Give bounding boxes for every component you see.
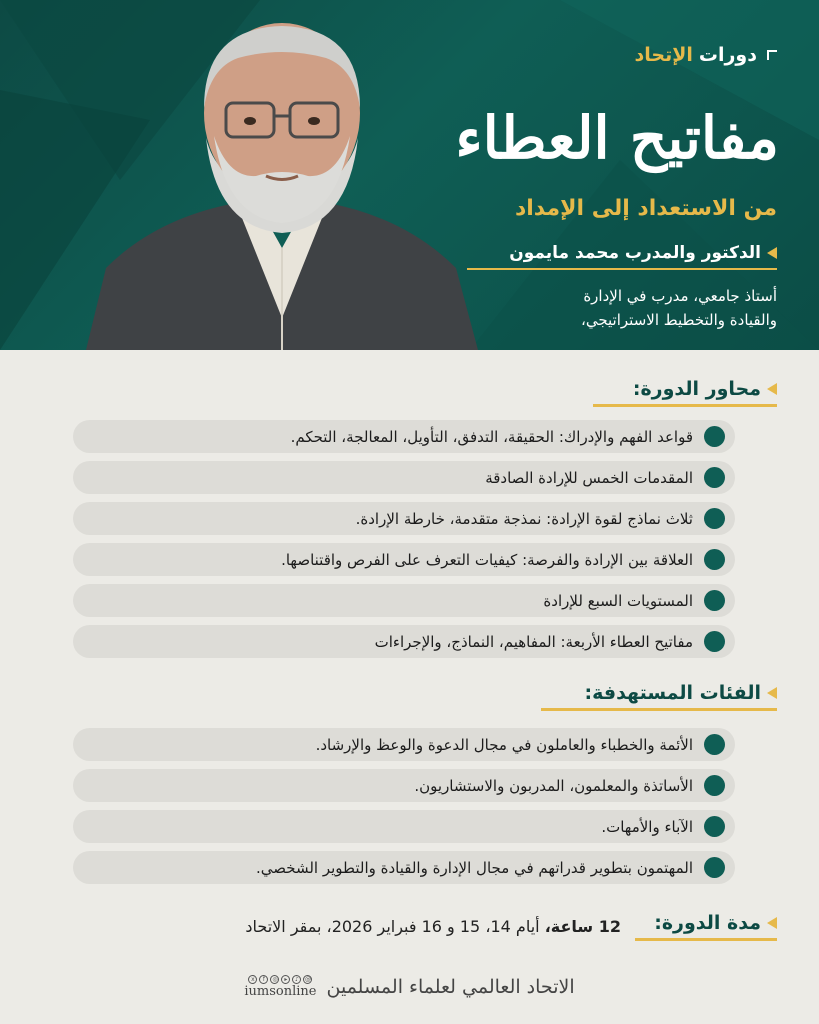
duration-heading [635,912,777,941]
bullet-dot-icon [704,734,725,755]
instagram-icon[interactable]: ◎ [272,976,278,983]
list-item [73,420,735,453]
course-title: مفاتيح العطاء [455,104,779,172]
trainer-name: الدكتور والمدرب محمد مايمون [509,243,761,263]
footer-links [244,975,316,999]
bullet-dot-icon [704,631,725,652]
list-item [73,728,735,761]
list-item-text: الآباء والأمهات. [601,817,693,836]
list-item-text: العلاقة بين الإرادة والفرصة: كيفيات التعرف على الفرص واقتناصها. [281,550,693,569]
tag-part2: الإتحاد [634,44,693,66]
list-item [73,625,735,658]
tiktok-icon[interactable]: ♪ [292,975,301,984]
list-item [73,543,735,576]
audience-list [73,728,735,892]
triangle-pointer-icon [767,247,777,259]
list-item [73,584,735,617]
duration-title: مدة الدورة: [654,912,761,934]
corner-bracket-icon [767,50,777,60]
list-item [73,810,735,843]
course-subtitle: من الاستعداد إلى الإمداد [514,196,777,221]
hero-banner [0,0,819,350]
trainer-photo [86,18,478,350]
bullet-dot-icon [704,857,725,878]
list-item-text: الأساتذة والمعلمون، المدربون والاستشاريون. [414,776,693,795]
youtube-icon[interactable]: ▸ [281,975,290,984]
duration-hours: 12 ساعة، [544,917,621,936]
list-item-text: المستويات السبع للإرادة [543,591,693,610]
triangle-pointer-icon [767,383,777,395]
list-item-text: ثلاث نماذج لقوة الإرادة: نمذجة متقدمة، خارطة الإرادة. [355,509,693,528]
org-logo-text: الاتحاد العالمي لعلماء المسلمين [326,976,575,998]
bullet-dot-icon [704,426,725,447]
list-item [73,461,735,494]
list-item-text: الأئمة والخطباء والعاملون في مجال الدعوة والوعظ والإرشاد. [315,735,693,754]
x-icon[interactable]: x [248,975,257,984]
web-icon[interactable]: @ [304,976,311,983]
footer [0,962,819,1012]
list-item [73,769,735,802]
trainer-desc-line2: والقيادة والتخطيط الاستراتيجي، [581,311,777,329]
trainer-description [447,284,777,332]
bullet-dot-icon [704,590,725,611]
list-item [73,502,735,535]
trainer-name-row [467,243,777,270]
axes-list [73,420,735,666]
duration-details [151,917,621,936]
facebook-icon[interactable]: f [259,975,268,984]
bullet-dot-icon [704,508,725,529]
list-item-text: قواعد الفهم والإدراك: الحقيقة، التدفق، التأويل، المعالجة، التحكم. [290,427,693,446]
axes-heading [593,378,777,407]
tag-part1: دورات [698,44,757,66]
bullet-dot-icon [704,549,725,570]
triangle-pointer-icon [767,687,777,699]
trainer-desc-line1: أستاذ جامعي، مدرب في الإدارة [583,287,777,305]
bullet-dot-icon [704,467,725,488]
course-category-tag [635,44,777,66]
list-item-text: المهتمون بتطوير قدراتهم في مجال الإدارة والقيادة والتطوير الشخصي. [256,858,693,877]
bullet-dot-icon [704,816,725,837]
bullet-dot-icon [704,775,725,796]
duration-dates: أيام 14، 15 و 16 فبراير 2026، بمقر الاتحاد [245,917,540,936]
website-label[interactable]: iumsonline [244,984,317,999]
list-item [73,851,735,884]
audience-title: الفئات المستهدفة: [584,682,761,704]
list-item-text: مفاتيح العطاء الأربعة: المفاهيم، النماذج، والإجراءات [374,632,693,651]
audience-heading [541,682,777,711]
social-icons [248,975,312,984]
triangle-pointer-icon [767,917,777,929]
axes-title: محاور الدورة: [632,378,761,400]
list-item-text: المقدمات الخمس للإرادة الصادقة [485,468,693,487]
